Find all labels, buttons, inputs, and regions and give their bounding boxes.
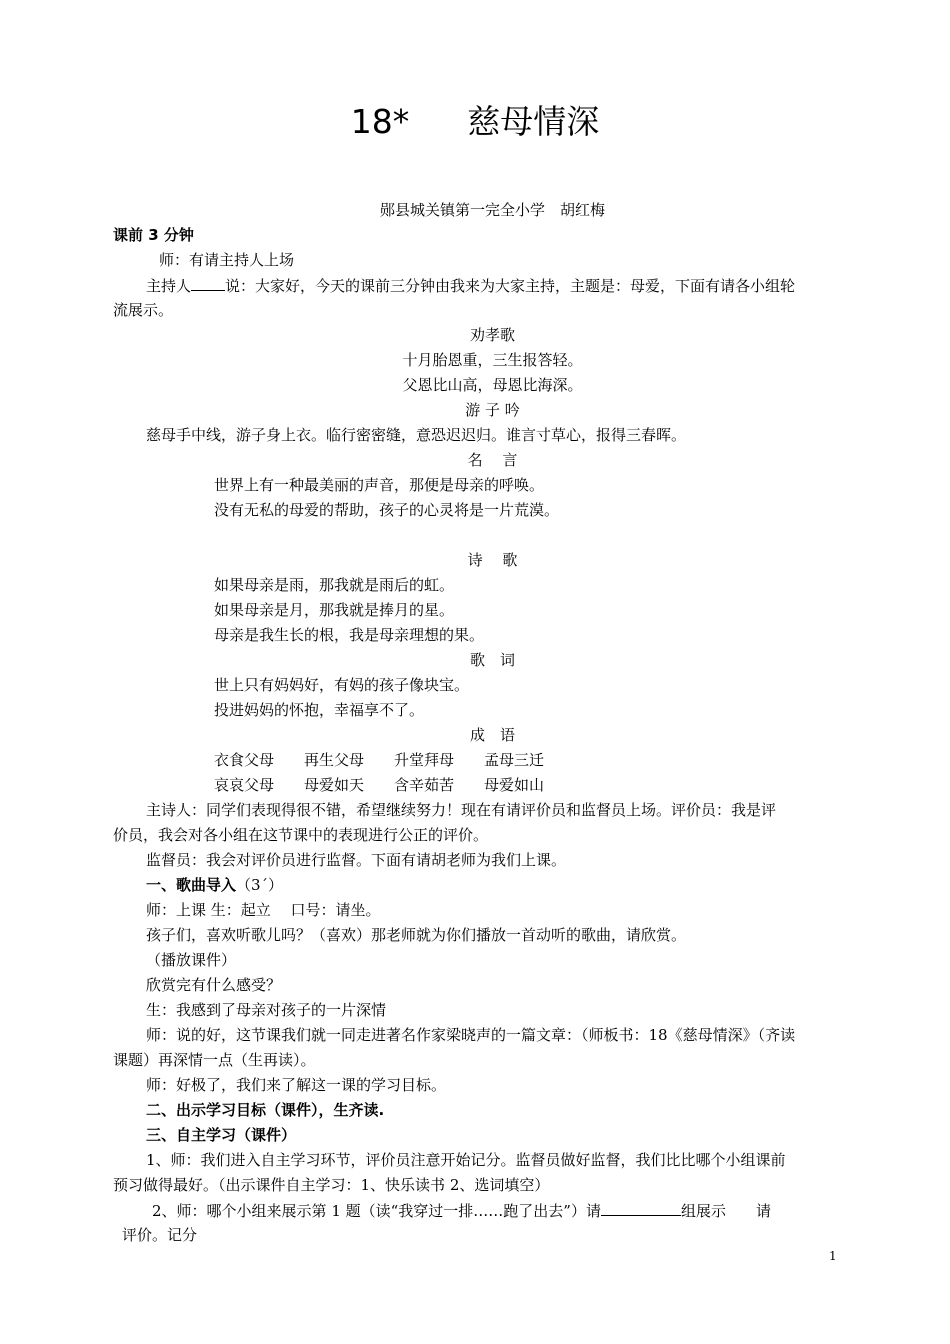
dialogue-line: 课题）再深情一点（生再读）。 [113,1051,316,1069]
lyrics-line: 投进妈妈的怀抱，幸福享不了。 [214,701,425,719]
self-study-line-3: 2、师：哪个小组来展示第 1 题（读“我穿过一排……跑了出去”）请 [152,1202,601,1220]
poem-title-youziyin: 游 子 吟 [465,401,520,419]
intro-host-label: 主持人 [146,277,192,295]
page-number: 1 [829,1249,837,1263]
poetry-line: 如果母亲是月，那我就是捧月的星。 [214,601,455,619]
poem-text: 慈母手中线，游子身上衣。临行密密缝，意恐迟迟归。谁言寸草心，报得三春晖。 [146,426,687,444]
dialogue-line: 师：上课 生：起立 口号：请坐。 [146,901,381,919]
section-time: （3´） [236,876,284,894]
supervisor-line: 监督员：我会对评价员进行监督。下面有请胡老师为我们上课。 [146,851,567,869]
quotes-title: 名 言 [467,451,518,469]
poetry-line: 母亲是我生长的根，我是母亲理想的果。 [214,626,485,644]
section-heading-self-study: 三、自主学习（课件） [146,1126,297,1144]
idioms-title: 成 语 [469,726,515,744]
dialogue-line: 师：说的好，这节课我们就一同走进著名作家梁晓声的一篇文章：（师板书：18《慈母情深》（齐读 [146,1026,796,1044]
host-closing-line-1: 主诗人：同学们表现得很不错，希望继续努力！现在有请评价员和监督员上场。评价员：我是评 [146,801,777,819]
lesson-title [0,100,950,144]
self-study-line-1: 1、师：我们进入自主学习环节，评价员注意开始记分。监督员做好监督，我们比比哪个小组课前 [146,1151,786,1169]
intro-line-1: 师：有请主持人上场 [159,251,295,269]
self-study-line-3-end: 组展示 请 [680,1202,771,1220]
intro-line-2: 说：大家好，今天的课前三分钟由我来为大家主持，主题是：母爱，下面有请各小组轮 [225,277,796,295]
poetry-line: 如果母亲是雨，那我就是雨后的虹。 [214,576,455,594]
self-study-line-2: 预习做得最好。（出示课件自主学习：1、快乐读书 2、选词填空） [113,1176,550,1194]
dialogue-line: 孩子们，喜欢听歌儿吗？（喜欢）那老师就为你们播放一首动听的歌曲，请欣赏。 [146,926,687,944]
group-name-blank [601,1200,681,1216]
lesson-number: 18* [350,102,410,141]
lyrics-line: 世上只有妈妈好，有妈的孩子像块宝。 [214,676,470,694]
dialogue-line: （播放课件） [146,951,237,969]
idioms-line: 哀哀父母 母爱如天 含辛茹苦 母爱如山 [214,776,545,794]
section-heading-pre-class: 课前 3 分钟 [113,226,194,244]
lyrics-title: 歌 词 [469,651,515,669]
quote-line: 世界上有一种最美丽的声音，那便是母亲的呼唤。 [214,476,545,494]
dialogue-line: 师：好极了，我们来了解这一课的学习目标。 [146,1076,447,1094]
poem-line: 父恩比山高，母恩比海深。 [402,376,583,394]
intro-line-3: 流展示。 [113,301,174,319]
poem-line: 十月胎恩重，三生报答轻。 [402,351,583,369]
lesson-title-text: 慈母情深 [467,102,600,141]
poetry-title: 诗 歌 [467,551,518,569]
self-study-line-4: 评价。记分 [122,1226,198,1244]
quote-line: 没有无私的母爱的帮助，孩子的心灵将是一片荒漠。 [214,501,560,519]
poem-title-quanxiaoge: 劝孝歌 [469,326,515,344]
dialogue-line: 生：我感到了母亲对孩子的一片深情 [146,1001,387,1019]
dialogue-line: 欣赏完有什么感受？ [146,976,282,994]
author-line: 郧县城关镇第一完全小学 胡红梅 [379,201,605,219]
section-heading-objectives: 二、出示学习目标（课件），生齐读. [146,1101,385,1119]
host-name-blank [191,275,225,291]
section-heading-song-intro: 一、歌曲导入 [146,876,237,894]
idioms-line: 衣食父母 再生父母 升堂拜母 孟母三迁 [214,751,545,769]
host-closing-line-2: 价员，我会对各小组在这节课中的表现进行公正的评价。 [113,826,489,844]
